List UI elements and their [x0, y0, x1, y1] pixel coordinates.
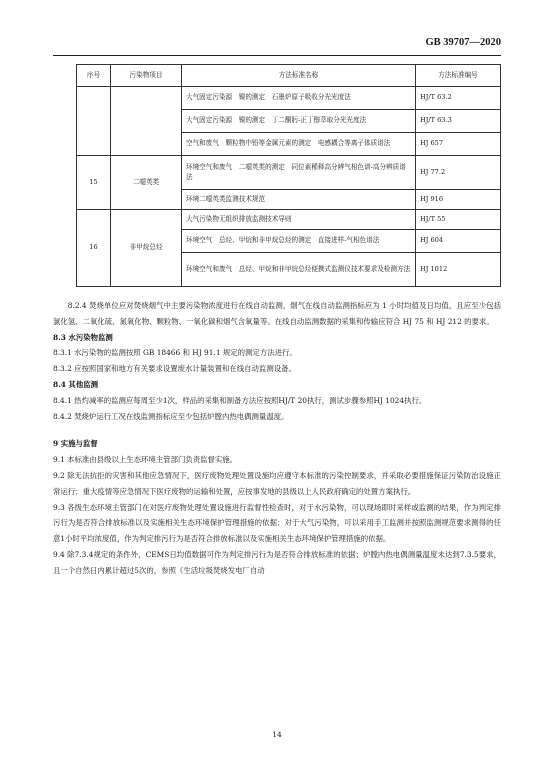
cell-code: HJ 916 — [416, 190, 501, 210]
col-header-item: 污染物项目 — [111, 65, 182, 87]
col-header-no: 序号 — [77, 65, 111, 87]
cell-code: HJ 77.2 — [416, 156, 501, 190]
paragraph-9-3: 9.3 各级生态环境主管部门在对医疗废物处理处置设施进行监督性检查时，对于水污染物，可以现场即时采样或监测的结果，作为判定排污行为是否符合排放标准以及实施相关生态环境保护管理措施的依据；对于大气污染物，可以采用手工监测并按照监测规范要求测得的任意1小时平均浓度值，作为判定排污行为是否符合排放标准以及实施相关生态环境保护管理措施的依据。 — [53, 502, 501, 544]
cell-method: 环境二噁英类监测技术规范 — [182, 190, 416, 210]
paragraph-9-4: 9.4 除7.3.4规定的条件外，CEMS日均值数据可作为判定排污行为是否符合排放标准的依据；炉膛内热电偶测量温度未达到7.3.5要求，且一个自然日内累计超过5次的，参照《生活垃圾焚烧发电厂自动 — [53, 549, 501, 575]
standard-code: GB 39707—2020 — [425, 37, 501, 48]
cell-no: 15 — [77, 156, 111, 210]
cell-method: 大气固定污染源 镍的测定 石墨炉原子吸收分光光度法 — [182, 87, 416, 110]
table-row — [77, 210, 501, 230]
cell-no: 16 — [77, 210, 111, 287]
table-header-row — [77, 65, 501, 87]
cell-code: HJ 657 — [416, 133, 501, 156]
paragraph-8-4-1: 8.4.1 热灼减率的监测应每周至少1次，样品的采集和制备方法应按照HJ/T 20执行，测试步骤参照HJ 1024执行。 — [53, 395, 427, 405]
cell-method: 环境空气和废气 二噁英类的测定 同位素稀释高分辨气相色谱-高分辨质谱法 — [182, 156, 416, 190]
page-number: 14 — [272, 730, 282, 739]
cell-method: 环境空气和废气 总烃、甲烷和非甲烷总烃便携式监测仪技术要求及检测方法 — [182, 253, 416, 287]
paragraph-8-4-2: 8.4.2 焚烧炉运行工况在线监测指标应至少包括炉膛内热电偶测量温度。 — [53, 411, 289, 421]
paragraph-8-2-4: 8.2.4 焚烧单位应对焚烧烟气中主要污染物浓度进行在线自动监测，烟气在线自动监测指标应为 1 小时均值及日均值，且应至少包括氯化氢、二氧化硫、氮氧化物、颗粒物、一氧化碳和烟气含氧量等。在线自动监测数据的采集和传输应符合 HJ 75 和 HJ 212 的要求。 — [53, 301, 501, 326]
method-standards-table — [76, 64, 501, 287]
cell-code: HJ 1012 — [416, 253, 501, 287]
cell-no — [77, 87, 111, 156]
paragraph-8-3-2: 8.3.2 应按照国家和地方有关要求设置废水计量装置和在线自动监测设备。 — [53, 364, 296, 374]
cell-method: 环境空气 总烃、甲烷和非甲烷总烃的测定 直接进样-气相色谱法 — [182, 230, 416, 253]
paragraph-9-1: 9.1 本标准由县级以上生态环境主管部门负责监督实施。 — [53, 455, 238, 465]
cell-method: 大气污染物无组织排放监测技术导则 — [182, 210, 416, 230]
table-row — [77, 87, 501, 110]
cell-code: HJ/T 63.3 — [416, 110, 501, 133]
table-row — [77, 156, 501, 190]
cell-code: HJ/T 55 — [416, 210, 501, 230]
cell-code: HJ 604 — [416, 230, 501, 253]
paragraph-8-3-1: 8.3.1 水污染物的监测按照 GB 18466 和 HJ 91.1 规定的测定方法进行。 — [53, 348, 297, 358]
col-header-code: 方法标准编号 — [416, 65, 501, 87]
cell-method: 空气和废气 颗粒物中铅等金属元素的测定 电感耦合等离子体质谱法 — [182, 133, 416, 156]
col-header-method: 方法标准名称 — [182, 65, 416, 87]
cell-item: 二噁英类 — [111, 156, 182, 210]
section-heading-8-4: 8.4 其他监测 — [53, 379, 98, 389]
cell-item — [111, 87, 182, 156]
section-heading-8-3: 8.3 水污染物监测 — [53, 332, 113, 342]
paragraph-9-2: 9.2 除无法抗拒的灾害和其他应急情况下，医疗废物处理处置设施均应遵守本标准的污染控制要求，并采取必要措施保证污染防治设施正常运行；重大疫情等应急情况下医疗废物的运输和处置，应按事发地的县级以上人民政府确定的处置方案执行。 — [53, 470, 501, 496]
body-text — [53, 298, 501, 579]
header-rule — [53, 55, 501, 56]
section-heading-9: 9 实施与监督 — [53, 439, 98, 449]
cell-code: HJ/T 63.2 — [416, 87, 501, 110]
cell-item: 非甲烷总烃 — [111, 210, 182, 287]
cell-method: 大气固定污染源 镍的测定 丁二酮肟-正丁醇萃取分光光度法 — [182, 110, 416, 133]
